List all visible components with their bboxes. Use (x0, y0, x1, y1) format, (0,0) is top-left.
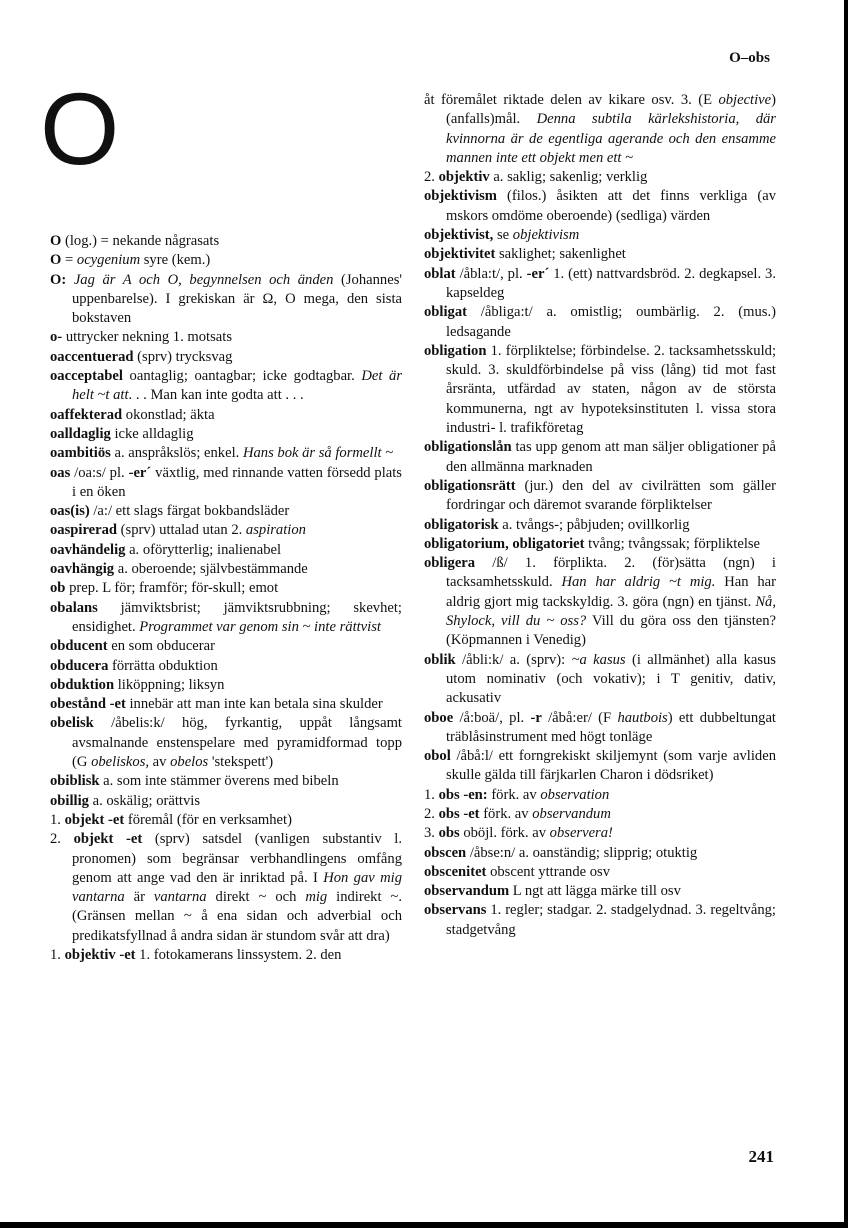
entry-text: 2. (424, 169, 439, 186)
entry-text: = (61, 252, 77, 269)
section-letter: O (40, 72, 120, 186)
entry-headword: O: (50, 271, 67, 288)
entry-text: se (493, 227, 513, 244)
entry-text (66, 272, 74, 288)
dictionary-entry (50, 811, 402, 830)
dictionary-entry (424, 91, 776, 168)
entry-headword: obscenitet (424, 863, 487, 880)
dictionary-entry (50, 251, 402, 270)
entry-text: jämviktsbrist; jämviktsrubbning; skevhet; ensidighet. (72, 599, 402, 635)
entry-italic: observera! (549, 825, 613, 842)
dictionary-entry (50, 946, 402, 965)
entry-text: (sprv) uttalad utan 2. (117, 522, 246, 539)
entry-headword: objektiv (64, 946, 116, 963)
dictionary-entry (424, 651, 776, 709)
dictionary-entry (424, 477, 776, 516)
entry-text: a. tvångs-; påbjuden; ovillkorlig (498, 516, 690, 533)
entry-headword: o- (50, 329, 63, 346)
entry-headword: obscen (424, 844, 467, 861)
entry-text: förrätta obduktion (108, 657, 218, 674)
dictionary-entry (424, 535, 776, 554)
entry-text: förk. av (487, 786, 541, 803)
dictionary-entry (50, 502, 402, 521)
entry-text: 2. (424, 805, 439, 822)
entry-text: /åbelis:k/ hög, fyrkantig, uppåt långsamt avsmalnande enstenspelare med pyramidformad topp (G (72, 715, 402, 771)
entry-text: saklighet; sakenlighet (495, 246, 626, 263)
dictionary-entry (424, 824, 776, 843)
entry-headword: obligation (424, 342, 487, 359)
entry-headword: O (50, 233, 62, 249)
entry-headword: oas(is) (50, 503, 90, 520)
dictionary-entry (424, 709, 776, 748)
entry-text: tvång; tvångssak; förpliktelse (584, 535, 761, 552)
entry-italic: Denna subtila kärlekshistoria, där kvinnorna är de egentliga agerande och den ensamme mannen inte ett objekt men ett ~ (446, 111, 776, 166)
entry-headword: objektivist, (424, 227, 494, 244)
entry-italic: observation (540, 786, 610, 803)
entry-headword: obduktion (50, 676, 115, 693)
dictionary-entry (50, 232, 402, 251)
entry-text: okonstlad; äkta (122, 406, 215, 423)
entry-text: (filos.) åsikten att det finns verkliga (av mskors omdöme oberoende) (sedliga) värden (446, 188, 776, 224)
entry-italic: observandum (532, 805, 611, 822)
dictionary-entry (424, 245, 776, 264)
entry-headword: objekt (64, 811, 105, 828)
entry-text: föremål (för en verksamhet) (124, 811, 292, 828)
entry-text: /åbå:er/ (F (541, 709, 618, 726)
entry-headword: oavhängig (50, 561, 115, 578)
entry-text: /å:boä/, pl. (453, 709, 531, 726)
entry-headword: objektivitet (424, 246, 496, 263)
entry-text: /åbå:l/ ett forngrekiskt skiljemynt (som varje avliden skulle gälda till färjkarlen Charon i dödsriket) (446, 748, 776, 784)
dictionary-entry (50, 695, 402, 714)
entry-text: ) ett dubbeltungat träblåsinstrument med högt tonläge (446, 709, 776, 745)
entry-text: oantaglig; oantagbar; icke godtagbar. (122, 368, 362, 385)
entry-italic: Programmet var genom sin ~ inte rättvist (139, 618, 381, 635)
dictionary-entry (50, 541, 402, 560)
entry-headword: oavhändelig (50, 541, 126, 558)
entry-italic: Hans bok är så formellt ~ (242, 445, 394, 462)
dictionary-entry (424, 805, 776, 824)
dictionary-entry (424, 844, 776, 863)
dictionary-entry (50, 406, 402, 425)
entry-text: a. saklig; sakenlig; verklig (489, 169, 648, 186)
left-column (50, 232, 402, 965)
entry-headword: oas (50, 464, 71, 481)
entry-headword: obligera (424, 555, 476, 572)
entry-text: 1. fotokamerans linssystem. 2. den (135, 946, 342, 963)
dictionary-entry (50, 560, 402, 579)
entry-italic: objektivism (512, 227, 580, 244)
dictionary-entry (424, 901, 776, 940)
entry-headword: obligatorium, obligatoriet (424, 535, 585, 552)
entry-text: a. oberoende; självbestämmande (114, 561, 308, 578)
entry-headword: O (50, 252, 62, 269)
entry-text: /åbla:t/, pl. (455, 265, 527, 282)
entry-text: förk. av (479, 805, 533, 822)
entry-italic: objective (718, 92, 772, 108)
entry-headword: obligatorisk (424, 516, 499, 533)
entry-headword: observandum (424, 883, 510, 900)
entry-text: 1. (ett) nattvardsbröd. 2. degkapsel. 3. kapseldeg (446, 265, 776, 301)
entry-text: (Johannes' uppenbarelse). I grekiskan är Ω, O mega, den sista bokstaven (72, 271, 403, 327)
entry-headword: obs (438, 786, 460, 803)
entry-italic: hautbois (617, 709, 668, 726)
dictionary-entry (424, 187, 776, 226)
entry-headword: -er´ (128, 464, 152, 481)
entry-text: uttrycker nekning 1. motsats (62, 329, 232, 346)
entry-text: . . . Man kan inte godta att . . . (128, 387, 304, 404)
entry-text: /a:/ ett slags färgat bokbandsläder (89, 503, 290, 520)
entry-text: L ngt att lägga märke till osv (509, 883, 681, 900)
entry-text: 3. (424, 825, 439, 842)
entry-text: a. oförytterlig; inalienabel (125, 541, 282, 558)
dictionary-entry (50, 637, 402, 656)
entry-headword: obalans (50, 599, 98, 616)
entry-headword: obelisk (50, 715, 94, 732)
entry-headword: -et (109, 696, 126, 713)
entry-italic: ~a kasus (571, 651, 626, 668)
entry-text: /ß/ 1. förplikta. 2. (för)sätta (ngn) i tacksamhetsskuld. (446, 555, 776, 591)
entry-text: av (149, 754, 171, 771)
entry-text: en som obducerar (107, 638, 215, 655)
entry-text: Han har aldrig gjort mig tackskyldig. 3. göra (ngn) en tjänst. (446, 574, 776, 610)
dictionary-entry (50, 599, 402, 638)
dictionary-entry (424, 226, 776, 245)
entry-text: liköppning; liksyn (114, 676, 225, 693)
dictionary-entry (424, 747, 776, 786)
dictionary-entry (50, 792, 402, 811)
entry-headword: obs (438, 805, 460, 822)
page-edge-right (844, 0, 848, 1228)
entry-italic: mig (305, 889, 328, 906)
entry-text (113, 831, 126, 847)
dictionary-entry (424, 303, 776, 342)
dictionary-entry (424, 786, 776, 805)
entry-text: ) (anfalls)mål. (446, 92, 776, 128)
entry-headword: objekt (73, 831, 114, 848)
dictionary-entry (50, 328, 402, 347)
entry-headword: -et (463, 805, 480, 822)
entry-headword: observans (424, 902, 487, 919)
entry-headword: objektivism (424, 188, 497, 205)
entry-text: /åbli:k/ a. (sprv): (455, 651, 572, 668)
entry-headword: oaccentuerad (50, 348, 134, 365)
entry-text: a. anspråkslös; enkel. (110, 445, 243, 462)
entry-text: prep. L för; framför; för-skull; emot (65, 580, 279, 597)
entry-headword: oacceptabel (50, 368, 123, 385)
entry-headword: obligationslån (424, 439, 512, 456)
entry-headword: obligat (424, 304, 467, 321)
entry-text: 1. (424, 786, 439, 803)
entry-text: (jur.) den del av civilrätten som gäller fordringar och däremot svarande förpliktelser (446, 477, 776, 514)
entry-headword: oambitiös (50, 445, 111, 462)
entry-text: direkt ~ och (206, 889, 306, 906)
entry-italic: Hon gav mig vantarna (72, 869, 402, 906)
entry-text: a. oskälig; orättvis (88, 792, 200, 809)
dictionary-entry (50, 714, 402, 772)
entry-text: /oa:s/ pl. (70, 464, 129, 481)
dictionary-entry (50, 425, 402, 444)
entry-text: 1. (50, 946, 65, 963)
dictionary-entry (50, 579, 402, 598)
entry-text: 2. (50, 831, 74, 848)
entry-headword: oaffekterad (50, 406, 123, 423)
entry-headword: objektiv (438, 169, 490, 186)
entry-headword: oblat (424, 265, 456, 282)
entry-text: (i allmänhet) alla kasus utom nominativ (och vokativ); i T genitiv, dativ, ackusativ (446, 651, 776, 707)
entry-italic: Jag är A och O, begynnelsen och änden (73, 271, 334, 288)
entry-italic: obelos (170, 754, 209, 771)
entry-headword: obducent (50, 638, 108, 655)
entry-headword: oaspirerad (50, 522, 118, 539)
running-header: O–obs (729, 50, 770, 66)
entry-text: är (124, 889, 154, 906)
right-column (424, 91, 776, 940)
entry-headword: oalldaglig (50, 425, 111, 442)
dictionary-entry (50, 676, 402, 695)
dictionary-entry (424, 863, 776, 882)
entry-headword: -et (119, 946, 136, 963)
entry-text: indirekt ~. (Gränsen mellan ~ å ena sidan och adverbial och predikatsfyllnad å andra sidan är stundom svår att dra) (72, 889, 403, 944)
entry-italic: aspiration (245, 522, 306, 539)
dictionary-entry (424, 438, 776, 477)
entry-text: växtlig, med rinnande vatten försedd plats i en öken (72, 464, 402, 500)
dictionary-entry (424, 516, 776, 535)
entry-headword: obiblisk (50, 773, 100, 790)
entry-headword: oboe (424, 709, 454, 726)
entry-headword: obestånd (50, 696, 106, 713)
entry-text: icke alldaglig (110, 425, 194, 442)
entry-text: syre (kem.) (140, 252, 211, 269)
entry-headword: obillig (50, 792, 89, 809)
entry-text: innebär att man inte kan betala sina skulder (125, 696, 383, 713)
dictionary-entry (424, 265, 776, 304)
entry-headword: -er´ (526, 265, 550, 282)
entry-text: 1. förpliktelse; förbindelse. 2. tacksamhetsskuld; skuld. 3. skuldförbindelse på viss (lång) tid mot fast årsränta, utfärdad av staten, någon av de största kommunerna, ngt av hypoteksinstituten l. vissa stora industri- l. trafikföretag (446, 342, 776, 437)
dictionary-entry (50, 464, 402, 503)
dictionary-entry (424, 554, 776, 650)
entry-headword: -r (530, 709, 542, 726)
dictionary-entry (50, 772, 402, 791)
entry-headword: obducera (50, 657, 109, 674)
entry-text: (sprv) satsdel (vanligen substantiv l. pronomen) som begränsar verbhandlingens omfång genom att ange vad den är inriktad på. I (72, 831, 402, 886)
entry-text: 1. regler; stadgar. 2. stadgelydnad. 3. regeltvång; stadgetvång (446, 902, 776, 938)
entry-headword: ob (50, 580, 66, 597)
entry-italic: Han har aldrig ~t mig. (561, 574, 716, 591)
entry-text: (sprv) trycksvag (133, 348, 233, 365)
entry-headword: oblik (424, 651, 456, 668)
entry-text: åt föremålet riktade delen av kikare osv. 3. (E (424, 92, 719, 108)
entry-text: /åbse:n/ a. oanständig; slipprig; otuktig (466, 844, 698, 861)
dictionary-entry (424, 168, 776, 187)
dictionary-entry (50, 657, 402, 676)
entry-text: 'stekspett') (208, 754, 274, 771)
entry-text: tas upp genom att man säljer obligationer på den allmänna marknaden (446, 439, 776, 475)
entry-text: (log.) = nekande någrasats (61, 233, 220, 249)
entry-italic: Nå, Shylock, vill du ~ oss? (446, 593, 776, 630)
dictionary-entry (424, 882, 776, 901)
entry-headword: -et (107, 811, 125, 828)
entry-italic: Det är helt ~t att (72, 368, 402, 404)
dictionary-entry (50, 348, 402, 367)
page-number: 241 (748, 1147, 774, 1166)
entry-text: a. som inte stämmer överens med bibeln (99, 773, 339, 790)
entry-text: oböjl. förk. av (459, 825, 550, 842)
entry-headword: obs (438, 825, 460, 842)
entry-italic: vantarna (153, 889, 207, 906)
dictionary-entry (424, 342, 776, 438)
dictionary-entry (50, 521, 402, 540)
entry-text: 1. (50, 811, 65, 828)
entry-text: obscent yttrande osv (486, 863, 611, 880)
page-edge-bottom (0, 1222, 848, 1228)
dictionary-entry (50, 444, 402, 463)
dictionary-entry (50, 271, 402, 329)
dictionary-entry (50, 367, 402, 406)
entry-headword: -et (125, 831, 143, 848)
entry-text: Vill du göra oss den tjänsten? (Köpmannen i Venedig) (446, 613, 777, 649)
entry-text: /åbliga:t/ a. omistlig; oumbärlig. 2. (mus.) ledsagande (446, 304, 776, 340)
dictionary-entry (50, 830, 402, 946)
entry-headword: obol (424, 748, 451, 765)
entry-headword: -en: (463, 786, 488, 803)
entry-italic: ocygenium (76, 252, 141, 269)
entry-italic: obeliskos, (91, 754, 150, 771)
entry-headword: obligationsrätt (424, 477, 516, 494)
